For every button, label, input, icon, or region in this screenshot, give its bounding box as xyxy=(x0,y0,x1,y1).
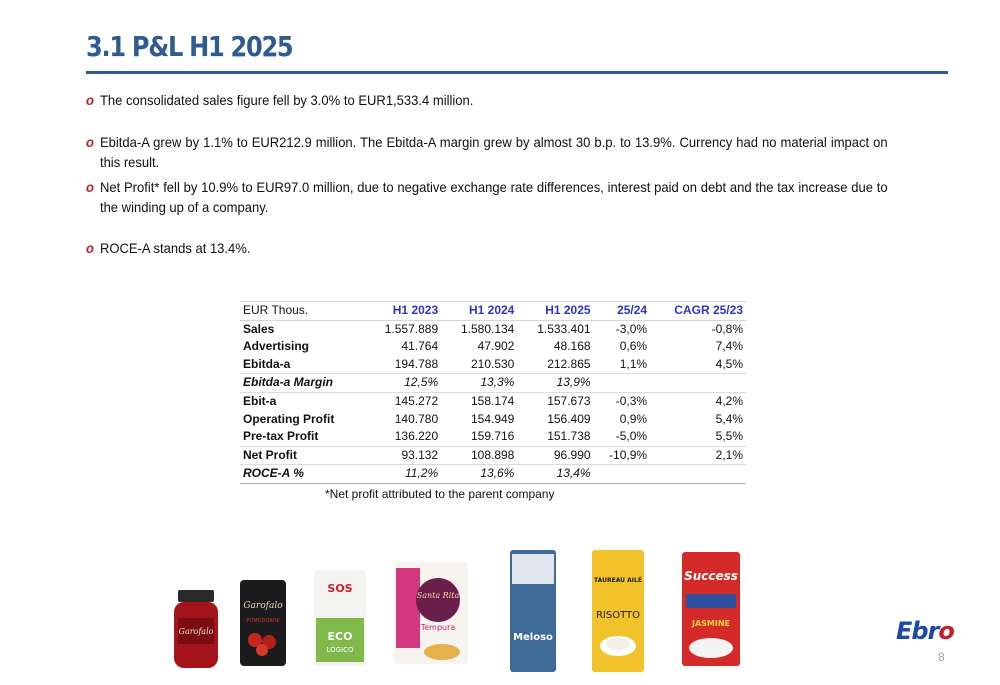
row-label: Net Profit xyxy=(240,446,365,465)
table-cell: -5,0% xyxy=(615,429,648,444)
table-cell: 140.780 xyxy=(394,411,439,426)
table-cell: 4,5% xyxy=(715,356,743,371)
table-cell xyxy=(594,374,651,393)
column-header: CAGR 25/23 xyxy=(650,302,746,321)
table-row xyxy=(240,320,746,338)
table-cell: 5,5% xyxy=(715,429,743,444)
row-label: Sales xyxy=(243,321,275,336)
table-row xyxy=(240,446,746,465)
product-label: Meloso xyxy=(513,632,553,643)
table-cell: 145.272 xyxy=(365,392,441,410)
ebro-logo xyxy=(896,617,954,645)
product-label: Success xyxy=(684,569,738,583)
row-label: Ebitda-a xyxy=(243,356,291,371)
column-header: H1 2025 xyxy=(517,302,593,321)
table-cell: 5,4% xyxy=(715,411,743,426)
table-cell: 93.132 xyxy=(365,446,441,465)
pl-table xyxy=(240,301,746,484)
row-label: Advertising xyxy=(243,339,310,354)
bullet-item xyxy=(86,132,888,172)
table-cell: 48.168 xyxy=(553,339,591,354)
product-sublabel: Tempura xyxy=(420,623,456,632)
product-label: SOS xyxy=(327,582,353,595)
bullet-item xyxy=(86,90,888,110)
table-row xyxy=(240,356,746,374)
table-row xyxy=(240,374,746,393)
bullet-marker-icon: o xyxy=(86,179,94,195)
table-cell: 156.409 xyxy=(547,411,591,426)
logo-text-o: o xyxy=(938,617,954,645)
garofalo-red-jar-icon xyxy=(172,588,220,670)
bullet-text: Ebitda-A grew by 1.1% to EUR212.9 million. The Ebitda-A margin grew by almost 30 b.p. to 13.9%. Currency had no material impact on this result. xyxy=(99,134,888,170)
table-cell: 154.949 xyxy=(470,411,515,426)
success-jasmine-rice-box-icon xyxy=(680,550,742,668)
table-cell: 151.738 xyxy=(547,429,591,444)
table-cell: 1.533.401 xyxy=(537,321,591,336)
table-cell: 158.174 xyxy=(441,392,517,410)
column-header: H1 2023 xyxy=(365,302,441,321)
garofalo-tomato-can-icon xyxy=(238,578,288,668)
table-cell: 13,9% xyxy=(517,374,593,393)
table-header-row xyxy=(240,302,746,321)
bullet-marker-icon: o xyxy=(86,92,94,108)
bullet-item xyxy=(86,177,888,217)
table-cell: 159.716 xyxy=(470,429,515,444)
product-label: Garofalo xyxy=(178,627,214,636)
bullet-text: The consolidated sales figure fell by 3.0% to EUR1,533.4 million. xyxy=(99,92,474,108)
table-cell xyxy=(594,465,651,484)
table-cell: 1,1% xyxy=(619,356,648,371)
table-cell: -3,0% xyxy=(615,321,648,336)
table-cell: 136.220 xyxy=(394,429,439,444)
product-label: Garofalo xyxy=(243,601,283,611)
bullet-marker-icon: o xyxy=(86,240,94,256)
table-cell: 1.580.134 xyxy=(460,321,515,336)
table-cell: 212.865 xyxy=(547,356,591,371)
taureau-aile-risotto-box-icon xyxy=(590,548,646,674)
page-title: 3.1 P&L H1 2025 xyxy=(86,30,293,63)
table-cell: 0,9% xyxy=(619,411,648,426)
table-cell: 13,4% xyxy=(517,465,593,484)
table-row xyxy=(240,411,746,429)
table-cell: -0,3% xyxy=(594,392,651,410)
table-cell: 0,6% xyxy=(619,339,648,354)
table-row xyxy=(240,392,746,410)
row-label: ROCE-A % xyxy=(240,465,365,484)
table-cell xyxy=(650,374,746,393)
column-header: EUR Thous. xyxy=(240,302,365,321)
table-cell: 1.557.889 xyxy=(384,321,439,336)
table-row xyxy=(240,428,746,446)
table-cell: 108.898 xyxy=(441,446,517,465)
column-header: 25/24 xyxy=(594,302,651,321)
sos-eco-rice-bag-icon xyxy=(312,568,368,668)
table-cell: 2,1% xyxy=(650,446,746,465)
brillante-meloso-rice-box-icon xyxy=(508,548,558,674)
bullet-marker-icon: o xyxy=(86,134,94,150)
column-header: H1 2024 xyxy=(441,302,517,321)
footnote: *Net profit attributed to the parent company xyxy=(325,487,555,501)
table-cell: 13,3% xyxy=(441,374,517,393)
product-sublabel: POMODORINI xyxy=(246,618,280,624)
product-sublabel: ECO xyxy=(327,630,353,643)
bullet-item xyxy=(86,238,888,258)
table-cell: -0,8% xyxy=(711,321,743,336)
table-row xyxy=(240,338,746,356)
row-label: Operating Profit xyxy=(243,411,335,426)
table-cell: 47.902 xyxy=(477,339,515,354)
table-cell: 7,4% xyxy=(715,339,743,354)
table-cell: 41.764 xyxy=(401,339,439,354)
table-cell: 157.673 xyxy=(517,392,593,410)
table-cell: 4,2% xyxy=(650,392,746,410)
table-cell: 12,5% xyxy=(365,374,441,393)
product-sublabel: RISOTTO xyxy=(595,610,641,621)
table-cell: 11,2% xyxy=(365,465,441,484)
table-cell xyxy=(650,465,746,484)
table-row xyxy=(240,465,746,484)
bullet-text: Net Profit* fell by 10.9% to EUR97.0 million, due to negative exchange rate differences, interest paid on debt and the tax increase due to the winding up of a company. xyxy=(99,179,888,215)
bullet-text: ROCE-A stands at 13.4%. xyxy=(99,240,251,256)
product-sublabel: LÓGICO xyxy=(326,646,354,654)
row-label: Pre-tax Profit xyxy=(243,429,319,444)
table-cell: 96.990 xyxy=(517,446,593,465)
table-cell: 13,6% xyxy=(441,465,517,484)
title-underline xyxy=(86,71,948,74)
product-sublabel: JASMINE xyxy=(691,619,731,628)
page-number: 8 xyxy=(938,650,945,664)
table-cell: 210.530 xyxy=(470,356,515,371)
product-label: TAUREAU AILÉ xyxy=(594,577,642,584)
logo-text: Ebr xyxy=(896,617,939,645)
santa-rita-tempura-bag-icon xyxy=(392,560,470,666)
row-label: Ebitda-a Margin xyxy=(240,374,365,393)
row-label: Ebit-a xyxy=(240,392,365,410)
table-cell: -10,9% xyxy=(594,446,651,465)
table-cell: 194.788 xyxy=(394,356,439,371)
product-label: Santa Rita xyxy=(416,591,460,600)
